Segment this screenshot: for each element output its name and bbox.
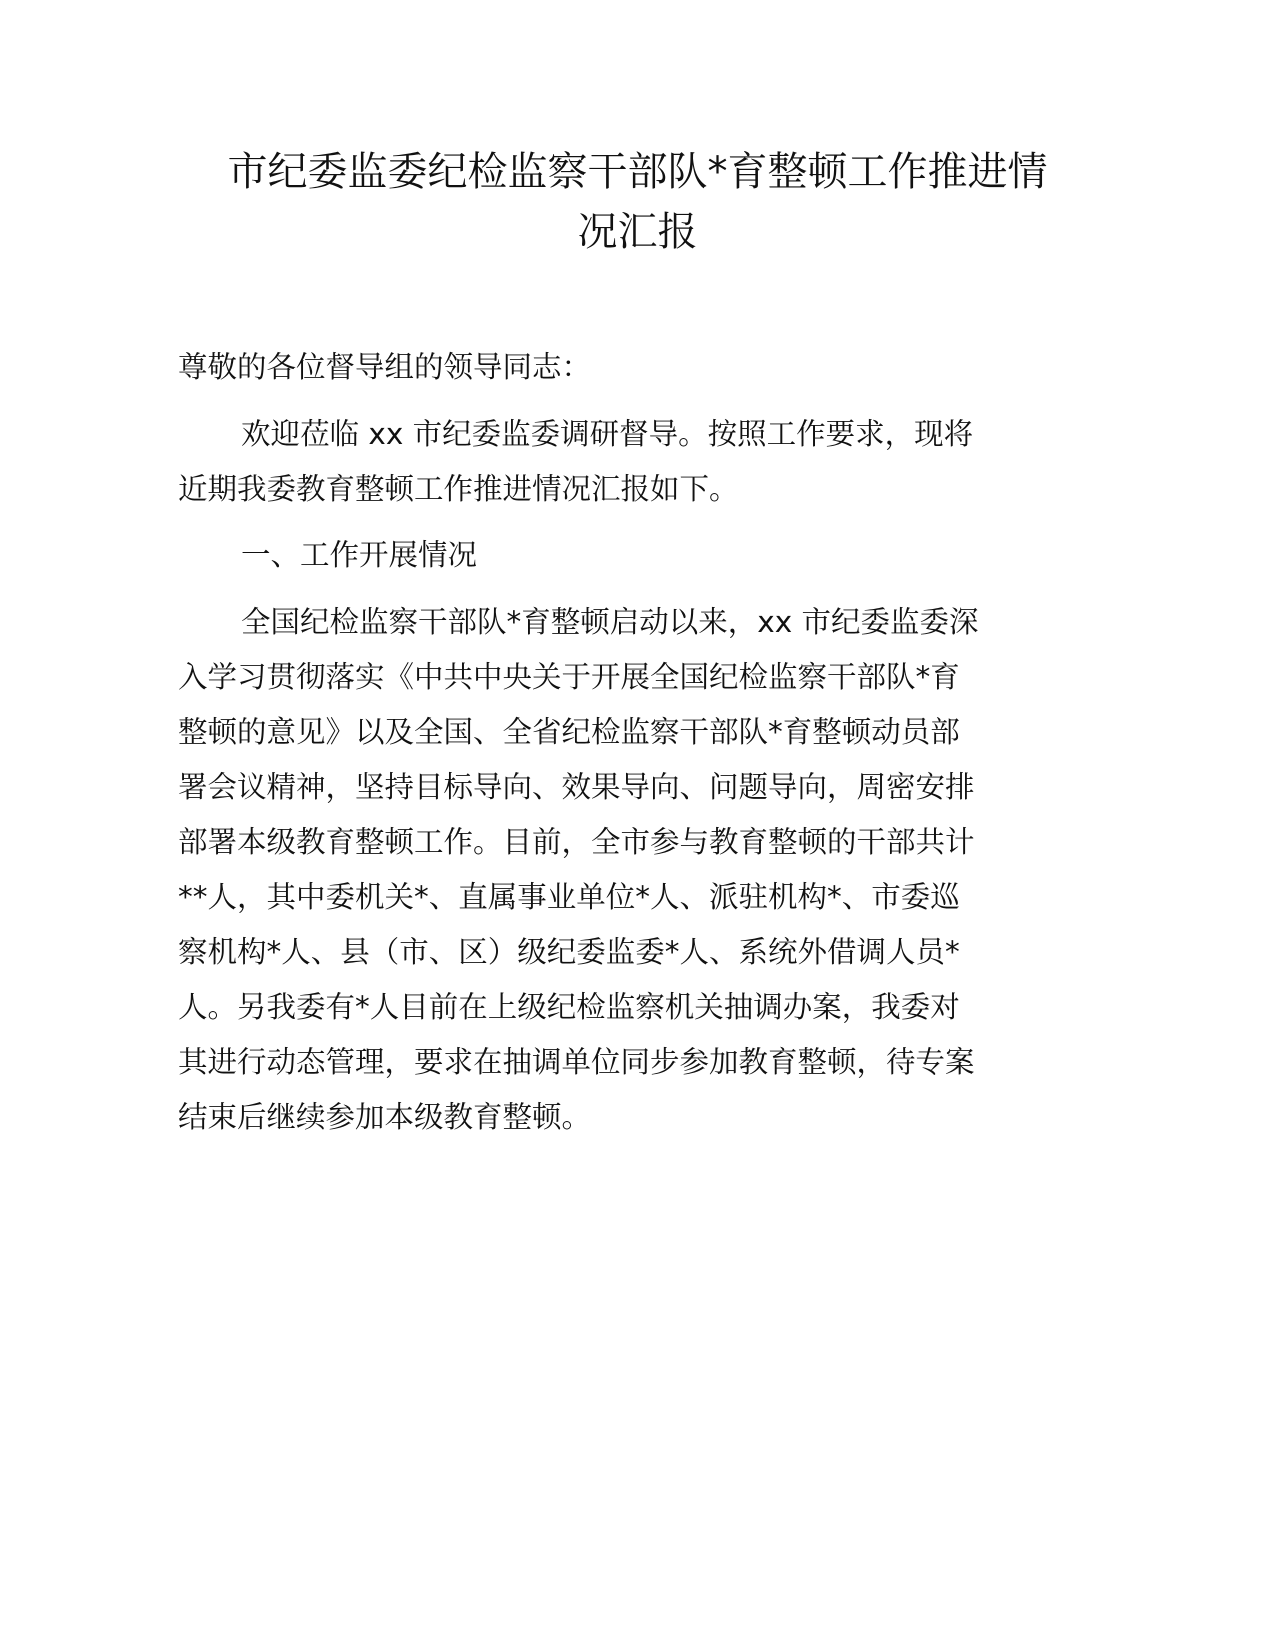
paragraph-line: 入学习贯彻落实《中共中央关于开展全国纪检监察干部队*育 [178, 660, 960, 694]
section-paragraph [178, 595, 1048, 1145]
paragraph-line: **人，其中委机关*、直属事业单位*人、派驻机构*、市委巡 [178, 880, 960, 914]
paragraph-line: 其进行动态管理，要求在抽调单位同步参加教育整顿，待专案 [178, 1045, 975, 1079]
greeting [178, 340, 1048, 395]
paragraph-line: 整顿的意见》以及全国、全省纪检监察干部队*育整顿动员部 [178, 715, 960, 749]
paragraph-line: 全国纪检监察干部队*育整顿启动以来，xx 市纪委监委深 [241, 605, 979, 639]
paragraph-line: 近期我委教育整顿工作推进情况汇报如下。 [178, 472, 739, 506]
section-heading-text: 一、工作开展情况 [241, 538, 478, 572]
paragraph-line: 察机构*人、县（市、区）级纪委监委*人、系统外借调人员* [178, 935, 960, 969]
document-title [160, 142, 1115, 262]
paragraph-line: 部署本级教育整顿工作。目前，全市参与教育整顿的干部共计 [178, 825, 975, 859]
paragraph-line: 署会议精神，坚持目标导向、效果导向、问题导向，周密安排 [178, 770, 975, 804]
title-line-1: 市纪委监委纪检监察干部队*育整顿工作推进情 [227, 149, 1048, 195]
section-heading [178, 528, 1048, 583]
greeting-text: 尊敬的各位督导组的领导同志： [178, 350, 592, 384]
title-line-2: 况汇报 [577, 209, 698, 255]
document-body [178, 340, 1048, 1145]
paragraph-line: 人。另我委有*人目前在上级纪检监察机关抽调办案，我委对 [178, 990, 960, 1024]
welcome-paragraph [178, 407, 1048, 517]
paragraph-line: 结束后继续参加本级教育整顿。 [178, 1100, 592, 1134]
paragraph-line: 欢迎莅临 xx 市纪委监委调研督导。按照工作要求，现将 [241, 417, 974, 451]
